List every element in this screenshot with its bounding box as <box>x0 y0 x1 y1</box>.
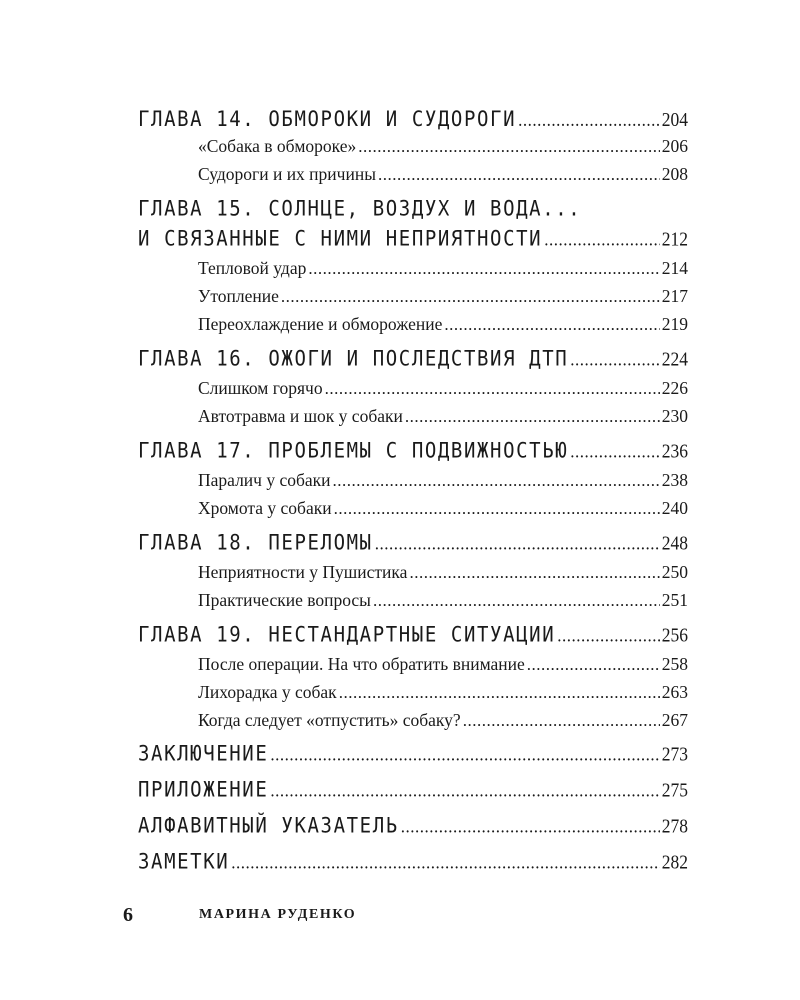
toc-entry-title: Автотравма и шок у собаки <box>198 406 403 426</box>
toc-entry-page: 217 <box>661 286 688 306</box>
toc-entry-page: 263 <box>661 682 688 702</box>
toc-entry-page: 248 <box>661 531 688 555</box>
toc-entry-page: 224 <box>661 347 688 371</box>
toc-entry-page: 212 <box>661 227 688 251</box>
toc-notes[interactable] <box>138 850 688 890</box>
toc-subsection[interactable] <box>138 654 688 682</box>
toc-leader-dots <box>270 744 659 766</box>
toc-subsection[interactable] <box>138 136 688 164</box>
toc-entry-page: 226 <box>661 378 688 398</box>
toc-subsection[interactable] <box>138 562 688 590</box>
toc-entry-title: Неприятности у Пушистика <box>198 562 408 582</box>
toc-leader-dots <box>570 441 659 463</box>
toc-entry-title: ГЛАВА 14. ОБМОРОКИ И СУДОРОГИ <box>138 106 517 132</box>
toc-leader-dots <box>373 591 660 611</box>
toc-chapter-19[interactable] <box>138 623 688 654</box>
toc-leader-dots <box>308 259 659 279</box>
toc-leader-dots <box>334 499 660 519</box>
toc-entry-title: Хромота у собаки <box>198 498 332 518</box>
toc-subsection[interactable] <box>138 498 688 534</box>
toc-conclusion[interactable] <box>138 742 688 782</box>
toc-subsection[interactable] <box>138 590 688 626</box>
toc-entry-page: 208 <box>661 164 688 184</box>
toc-entry-page: 206 <box>661 136 688 156</box>
toc-leader-dots <box>375 533 660 555</box>
toc-leader-dots <box>527 655 660 675</box>
toc-index[interactable] <box>138 814 688 854</box>
toc-entry-title: ПРИЛОЖЕНИЕ <box>138 777 269 803</box>
toc-entry-title: ЗАКЛЮЧЕНИЕ <box>138 741 269 767</box>
toc-entry-page: 258 <box>661 654 688 674</box>
toc-leader-dots <box>281 287 660 307</box>
toc-leader-dots <box>401 816 660 838</box>
toc-leader-dots <box>570 349 659 371</box>
toc-subsection[interactable] <box>138 710 688 746</box>
toc-entry-page: 238 <box>661 470 688 490</box>
toc-subsection[interactable] <box>138 378 688 406</box>
toc-entry-page: 275 <box>661 778 688 802</box>
toc-chapter-17[interactable] <box>138 439 688 470</box>
toc-leader-dots <box>518 109 660 131</box>
toc-subsection[interactable] <box>138 286 688 314</box>
toc-leader-dots <box>405 407 660 427</box>
toc-leader-dots <box>270 780 659 802</box>
toc-entry-title: Судороги и их причины <box>198 164 376 184</box>
toc-entry-title: «Собака в обмороке» <box>198 136 357 156</box>
toc-leader-dots <box>333 471 660 491</box>
toc-entry-page: 282 <box>661 850 688 874</box>
toc-entry-page: 204 <box>661 108 688 131</box>
toc-entry-page: 230 <box>661 406 688 426</box>
toc-entry-title: ГЛАВА 17. ПРОБЛЕМЫ С ПОДВИЖНОСТЬЮ <box>138 438 569 464</box>
toc-subsection[interactable] <box>138 682 688 710</box>
table-of-contents <box>138 106 688 890</box>
toc-entry-title: ГЛАВА 19. НЕСТАНДАРТНЫЕ СИТУАЦИИ <box>138 622 556 648</box>
toc-chapter-16[interactable] <box>138 347 688 378</box>
toc-entry-page: 250 <box>661 562 688 582</box>
toc-entry-title: Когда следует «отпустить» собаку? <box>198 710 461 730</box>
toc-entry-title: ГЛАВА 15. СОЛНЦЕ, ВОЗДУХ И ВОДА... <box>138 196 582 222</box>
toc-entry-title: Тепловой удар <box>198 258 307 278</box>
toc-entry-title: Лихорадка у собак <box>198 682 337 702</box>
toc-entry-page: 256 <box>661 623 688 647</box>
toc-entry-title: Переохлаждение и обморожение <box>198 314 443 334</box>
toc-leader-dots <box>463 711 660 731</box>
toc-leader-dots <box>409 563 659 583</box>
toc-entry-page: 267 <box>661 710 688 730</box>
toc-entry-title: ЗАМЕТКИ <box>138 849 230 875</box>
toc-subsection[interactable] <box>138 470 688 498</box>
toc-entry-title: АЛФАВИТНЫЙ УКАЗАТЕЛЬ <box>138 813 399 839</box>
toc-leader-dots <box>378 165 660 185</box>
toc-entry-title: После операции. На что обратить внимание <box>198 654 525 674</box>
toc-leader-dots <box>444 315 659 335</box>
toc-leader-dots <box>339 683 660 703</box>
toc-subsection[interactable] <box>138 314 688 350</box>
toc-chapter-15-heading[interactable] <box>138 196 688 230</box>
toc-leader-dots <box>325 379 660 399</box>
toc-entry-title: Практические вопросы <box>198 590 371 610</box>
toc-entry-title: Слишком горячо <box>198 378 323 398</box>
toc-entry-title: ГЛАВА 18. ПЕРЕЛОМЫ <box>138 530 373 556</box>
toc-leader-dots <box>358 137 659 157</box>
toc-subsection[interactable] <box>138 164 688 200</box>
toc-entry-page: 278 <box>661 814 688 838</box>
toc-chapter-14[interactable] <box>138 107 688 136</box>
toc-entry-page: 251 <box>661 590 688 610</box>
toc-appendix[interactable] <box>138 778 688 818</box>
toc-leader-dots <box>557 625 660 647</box>
toc-subsection[interactable] <box>138 406 688 442</box>
toc-subsection[interactable] <box>138 258 688 286</box>
page-number: 6 <box>123 904 133 926</box>
toc-entry-title: Утопление <box>198 286 279 306</box>
toc-chapter-15[interactable] <box>138 227 688 258</box>
running-author: МАРИНА РУДЕНКО <box>199 907 357 922</box>
toc-entry-page: 240 <box>661 498 688 518</box>
toc-entry-page: 214 <box>661 258 688 278</box>
toc-leader-dots <box>544 229 660 251</box>
toc-entry-page: 219 <box>661 314 688 334</box>
toc-chapter-18[interactable] <box>138 531 688 562</box>
toc-entry-title: И СВЯЗАННЫЕ С НИМИ НЕПРИЯТНОСТИ <box>138 226 543 252</box>
toc-entry-page: 236 <box>661 439 688 463</box>
toc-entry-page: 273 <box>661 742 688 766</box>
toc-entry-title: ГЛАВА 16. ОЖОГИ И ПОСЛЕДСТВИЯ ДТП <box>138 346 569 372</box>
toc-leader-dots <box>231 852 659 874</box>
toc-entry-title: Паралич у собаки <box>198 470 331 490</box>
